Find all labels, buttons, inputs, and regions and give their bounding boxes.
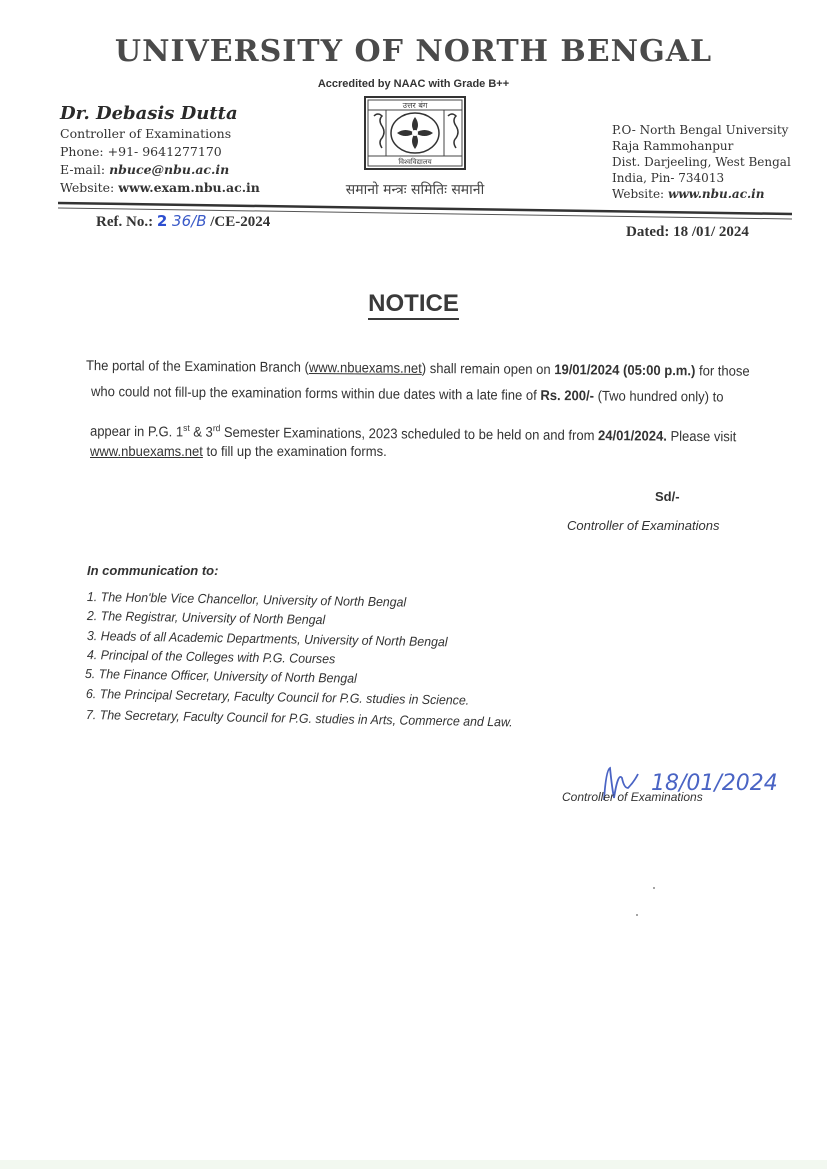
communication-item: 5. The Finance Officer, University of North Bengal <box>84 666 357 686</box>
website-label: Website: <box>612 187 665 201</box>
address-line-3: Dist. Darjeeling, West Bengal <box>612 155 791 169</box>
phone-label: Phone: <box>60 144 104 159</box>
communication-item: 2. The Registrar, University of North Bengal <box>86 608 326 628</box>
ref-suffix: /CE-2024 <box>210 214 271 230</box>
ref-handwritten-num: 2 <box>156 212 168 230</box>
notice-line-1 <box>86 357 750 379</box>
text: The portal of the Examination Branch ( <box>85 357 309 375</box>
sender-phone <box>60 143 260 161</box>
text: for those <box>695 362 750 379</box>
text: & 3 <box>189 423 213 440</box>
scan-edge <box>0 1160 827 1169</box>
portal-link[interactable]: www.nbuexams.net <box>308 358 422 376</box>
website-label: Website: <box>60 180 115 195</box>
sender-designation: Controller of Examinations <box>60 126 232 141</box>
address-line-4: India, Pin- 734013 <box>612 171 725 185</box>
address-line-1: P.O- North Bengal University <box>612 123 789 137</box>
accreditation-text: Accredited by NAAC with Grade B++ <box>317 78 510 90</box>
sender-website <box>60 179 260 197</box>
portal-link[interactable]: www.nbuexams.net <box>90 443 203 459</box>
website-value: www.nbu.ac.in <box>667 187 765 201</box>
svg-text:18/01/2024: 18/01/2024 <box>651 771 778 796</box>
university-name: UNIVERSITY OF NORTH BENGAL <box>114 34 713 69</box>
text: who could not fill-up the examination forms within due dates with a late fine of <box>90 383 541 403</box>
svg-text:उत्तर बंग: उत्तर बंग <box>402 101 428 110</box>
text: Please visit <box>666 427 737 445</box>
text: appear in P.G. 1 <box>89 422 184 440</box>
website-value: www.exam.nbu.ac.in <box>118 180 260 195</box>
sender-email <box>60 161 260 179</box>
university-logo-icon <box>364 96 466 170</box>
notice-line-2 <box>91 383 724 405</box>
communication-item: 3. Heads of all Academic Departments, University of North Bengal <box>86 628 448 650</box>
text: Semester Examinations, 2023 scheduled to be held on and from <box>220 423 599 444</box>
superscript: rd <box>212 423 221 434</box>
svg-text:विश्वविद्यालय: विश्वविद्यालय <box>398 158 432 166</box>
university-address <box>612 122 791 202</box>
communication-heading: In communication to: <box>87 563 219 578</box>
communication-item: 6. The Principal Secretary, Faculty Council for P.G. studies in Science. <box>85 686 470 708</box>
notice-line-3 <box>90 422 736 444</box>
ref-handwritten-rest: 36/B <box>172 212 207 230</box>
phone-value: +91- 9641277170 <box>107 144 222 159</box>
deadline-date: 19/01/2024 (05:00 p.m.) <box>554 361 696 379</box>
date-line: Dated: 18 /01/ 2024 <box>626 224 749 240</box>
communication-item: 4. Principal of the Colleges with P.G. Courses <box>86 647 336 667</box>
ref-label: Ref. No.: <box>96 214 154 230</box>
communication-item: 1. The Hon'ble Vice Chancellor, University of North Bengal <box>86 589 407 610</box>
notice-line-4 <box>90 443 387 459</box>
signatory-title: Controller of Examinations <box>567 518 720 533</box>
ref-handwritten <box>157 212 207 230</box>
exam-start-date: 24/01/2024. <box>598 427 667 444</box>
footer-signatory-title: Controller of Examinations <box>562 790 703 804</box>
scan-speck <box>653 887 655 889</box>
sender-name: Dr. Debasis Dutta <box>60 103 238 124</box>
sender-details <box>60 103 260 197</box>
communication-item: 7. The Secretary, Faculty Council for P.G. studies in Arts, Commerce and Law. <box>85 707 513 730</box>
text: to fill up the examination forms. <box>202 443 387 459</box>
scan-speck <box>636 914 638 916</box>
email-value: nbuce@nbu.ac.in <box>109 162 230 177</box>
reference-number <box>96 212 270 231</box>
late-fine: Rs. 200/- <box>540 386 595 404</box>
text: ) shall remain open on <box>421 359 555 378</box>
address-line-2: Raja Rammohanpur <box>612 139 734 153</box>
email-label: E-mail: <box>60 162 106 177</box>
superscript: st <box>183 422 190 433</box>
text: (Two hundred only) to <box>593 387 724 405</box>
signed-mark: Sd/- <box>655 489 680 504</box>
notice-title <box>0 290 827 318</box>
notice-title-text: NOTICE <box>368 290 459 320</box>
university-motto: समानो मन्त्रः समितिः समानी <box>345 182 485 198</box>
